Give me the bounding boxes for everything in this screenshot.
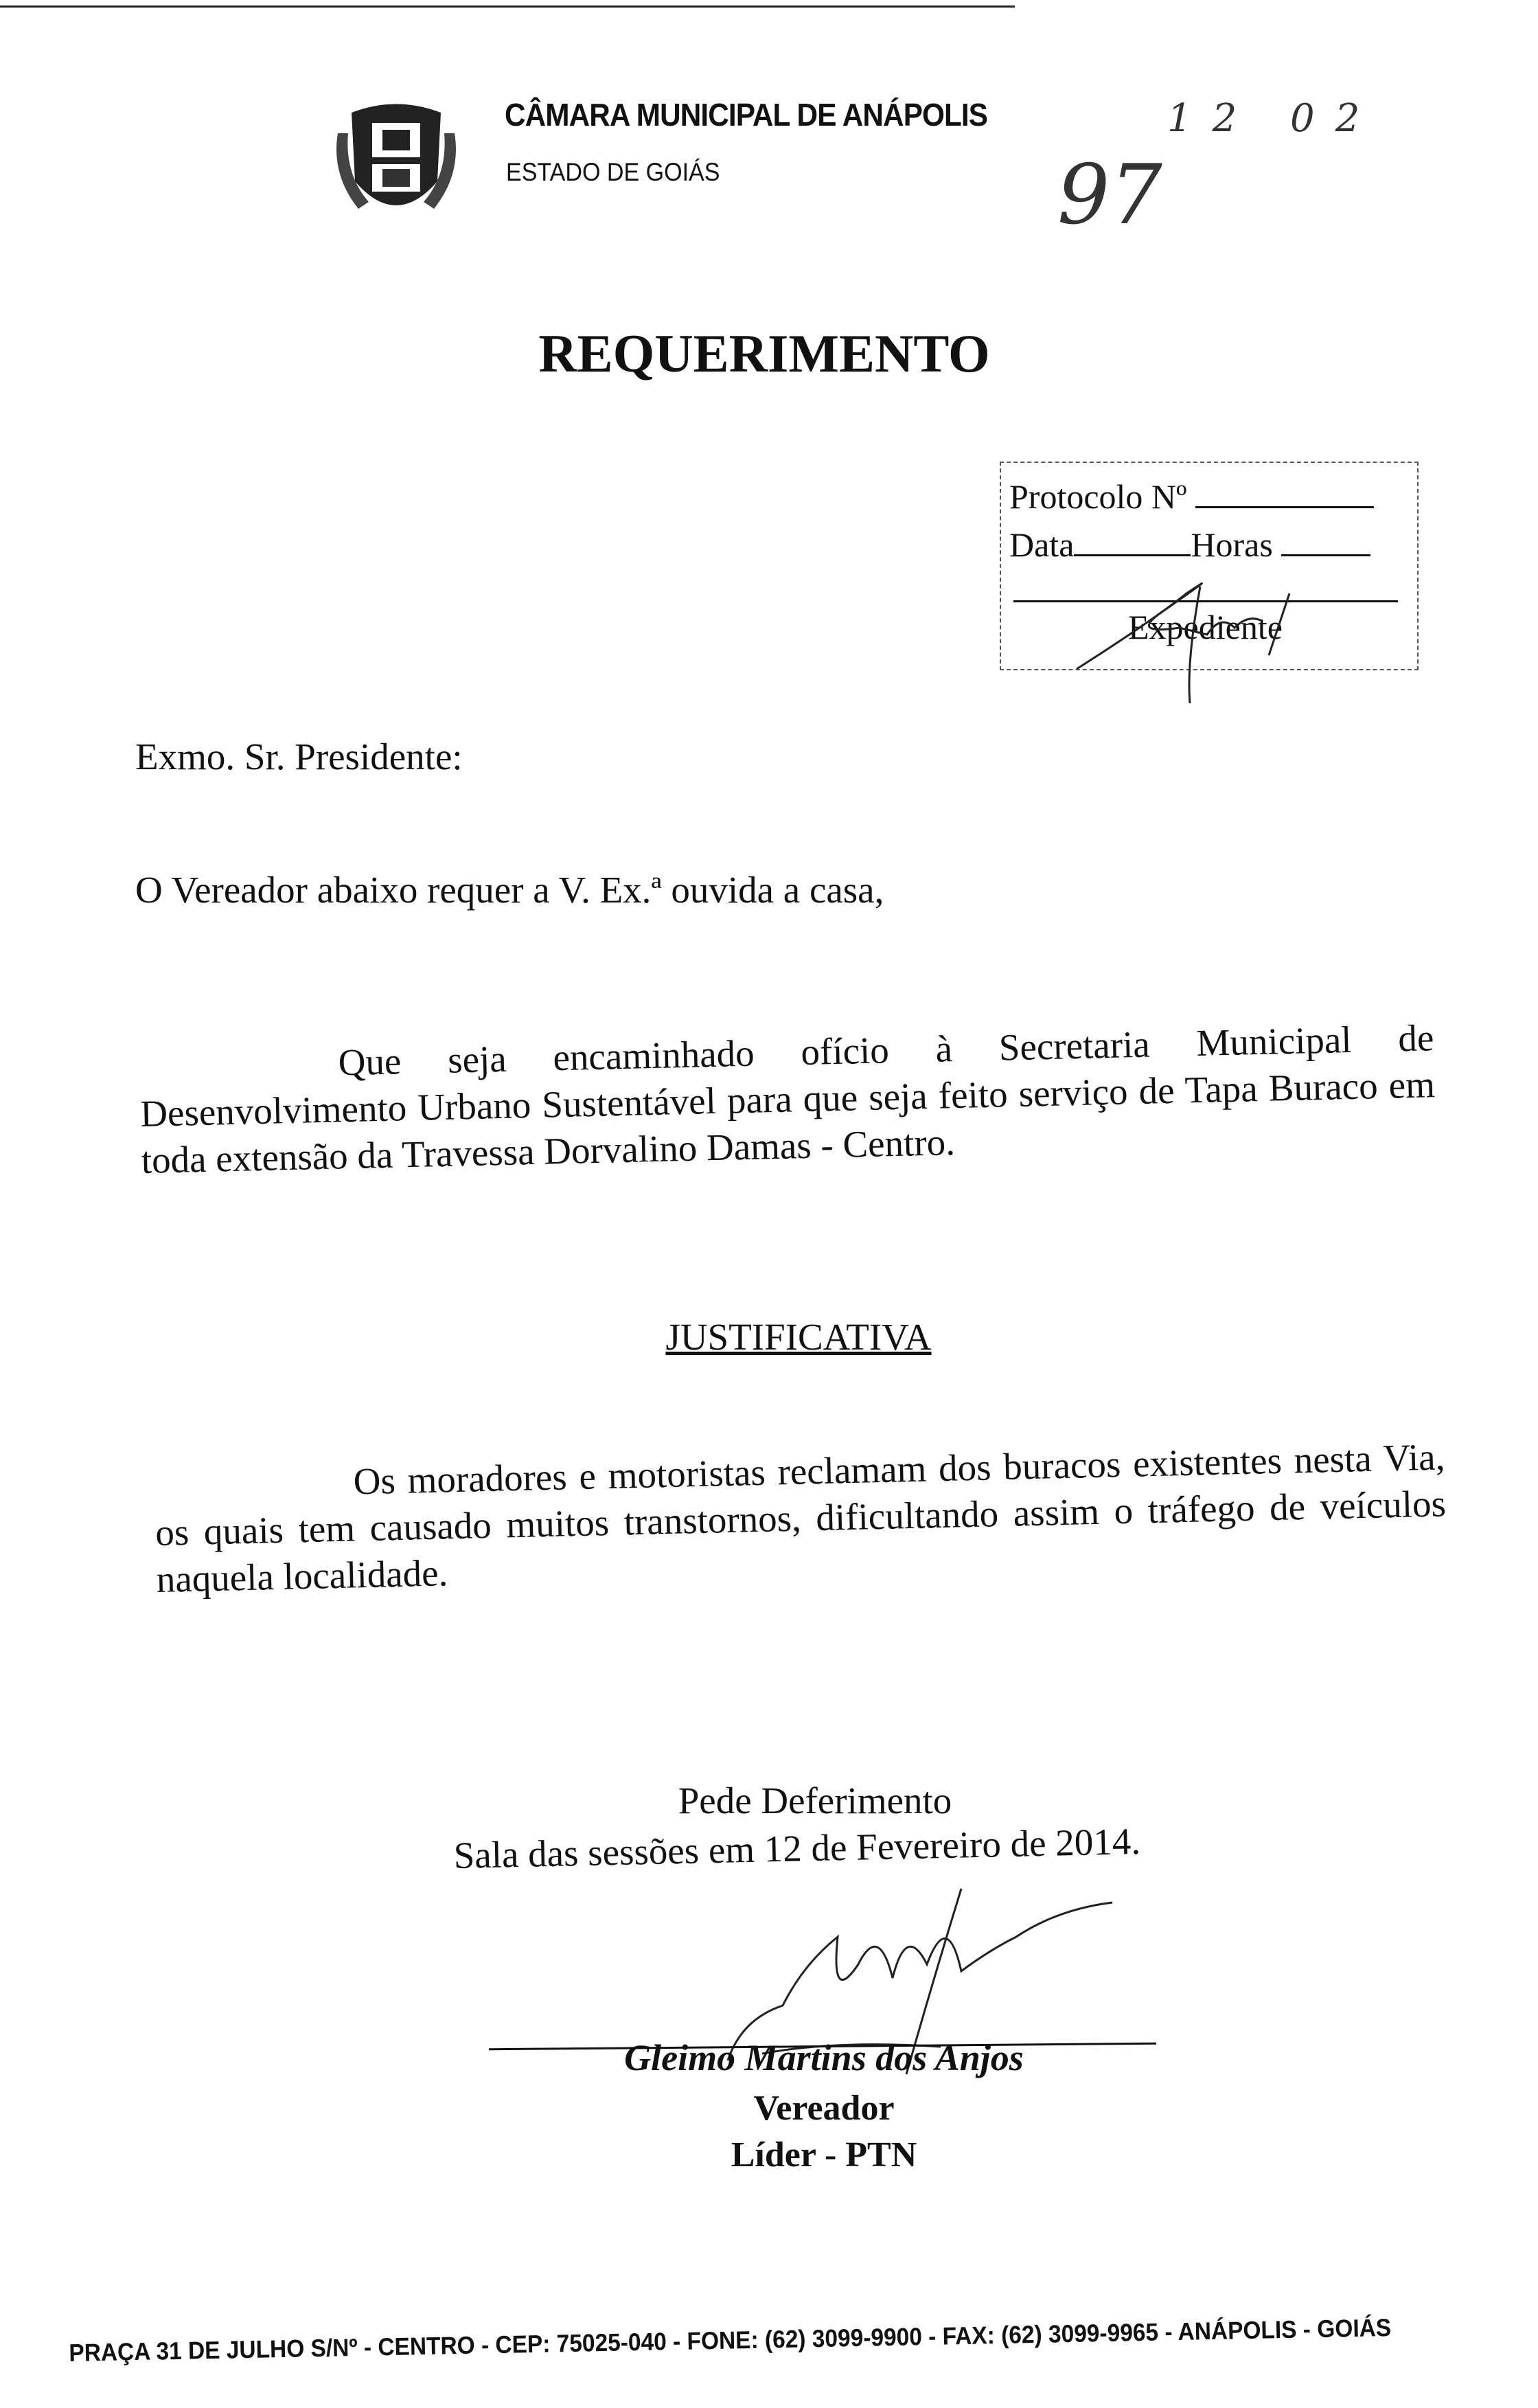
protocol-expedient-label: Expediente bbox=[1128, 608, 1283, 646]
justification-paragraph bbox=[154, 1433, 1447, 1603]
intro-text: O Vereador abaixo requer a V. Ex.ª ouvida a casa, bbox=[135, 869, 884, 911]
greeting: Exmo. Sr. Presidente: bbox=[135, 736, 463, 777]
document-title: REQUERIMENTO bbox=[538, 323, 990, 383]
protocol-hours-label: Horas bbox=[1191, 525, 1273, 564]
request-paragraph bbox=[139, 1014, 1436, 1184]
justification-text: Os moradores e motoristas reclamam dos buracos existentes nesta Via, os quais tem causado muitos transtornos, dificultando assim o tráfego de veículos naquela localidade. bbox=[154, 1435, 1447, 1600]
closing-request: Pede Deferimento bbox=[678, 1780, 952, 1821]
state-name: ESTADO DE GOIÁS bbox=[506, 158, 720, 186]
protocol-signature-icon bbox=[1070, 552, 1317, 710]
protocol-number-line bbox=[1195, 479, 1374, 508]
footer-address: PRAÇA 31 DE JULHO S/Nº - CENTRO - CEP: 75025-040 - FONE: (62) 3099-9900 - FAX: (62) 3099-9965 - ANÁPOLIS - GOIÁS bbox=[69, 2313, 1392, 2367]
signer-role: Vereador bbox=[753, 2089, 895, 2128]
municipal-coat-of-arms-icon bbox=[331, 92, 461, 229]
protocol-number-label: Protocolo Nº bbox=[1009, 477, 1187, 516]
place-and-date: Sala das sessões em 12 de Fevereiro de 2014. bbox=[453, 1820, 1141, 1876]
handwritten-date: 12 02 bbox=[1167, 96, 1381, 141]
handwritten-page-number: 97 bbox=[1057, 148, 1162, 243]
organization-name: CÂMARA MUNICIPAL DE ANÁPOLIS bbox=[505, 97, 988, 133]
signer-name: Gleimo Martins dos Anjos bbox=[624, 2037, 1024, 2078]
protocol-date-label: Data bbox=[1009, 525, 1075, 564]
request-text: Que seja encaminhado ofício à Secretaria Municipal de Desenvolvimento Urbano Sustentável para que seja feito serviço de Tapa Buraco em toda extensão da Travessa Dorvalino Damas - Centro. bbox=[139, 1016, 1436, 1181]
signer-party: Líder - PTN bbox=[731, 2135, 917, 2174]
protocol-stamp bbox=[1000, 462, 1419, 670]
top-divider bbox=[0, 5, 1015, 8]
justification-heading: JUSTIFICATIVA bbox=[665, 1316, 932, 1358]
